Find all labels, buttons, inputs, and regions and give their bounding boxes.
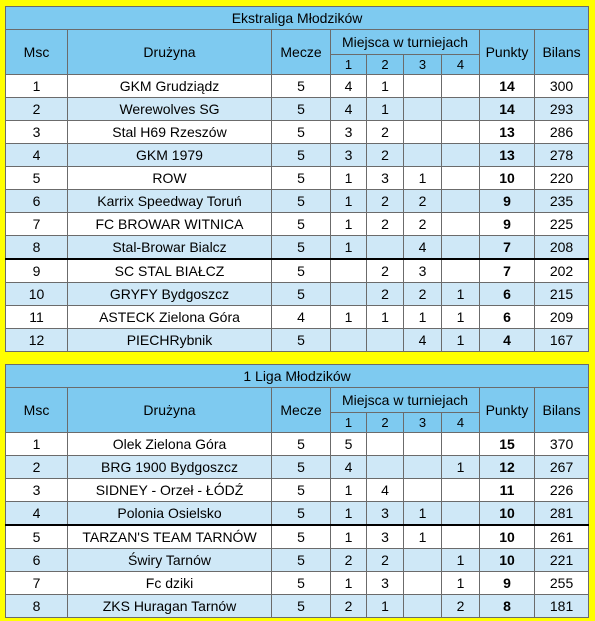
cell-place-1: 1	[331, 167, 367, 190]
cell-place-2: 2	[367, 144, 404, 167]
cell-team: ZKS Huragan Tarnów	[68, 595, 272, 618]
cell-points: 7	[480, 236, 535, 260]
cell-points: 9	[480, 190, 535, 213]
cell-place-1	[331, 259, 367, 283]
cell-points: 10	[480, 525, 535, 549]
cell-balance: 261	[535, 525, 589, 549]
cell-msc: 5	[6, 525, 68, 549]
cell-place-1: 2	[331, 595, 367, 618]
cell-balance: 221	[535, 549, 589, 572]
cell-points: 7	[480, 259, 535, 283]
cell-msc: 6	[6, 190, 68, 213]
cell-points: 15	[480, 433, 535, 456]
header-balance: Bilans	[535, 388, 589, 433]
cell-points: 14	[480, 75, 535, 98]
header-place-2: 2	[367, 413, 404, 433]
cell-balance: 278	[535, 144, 589, 167]
cell-place-4	[442, 479, 480, 502]
header-team: Drużyna	[68, 388, 272, 433]
header-msc: Msc	[6, 30, 68, 75]
cell-place-2: 4	[367, 479, 404, 502]
header-balance: Bilans	[535, 30, 589, 75]
cell-team: TARZAN'S TEAM TARNÓW	[68, 525, 272, 549]
cell-matches: 5	[272, 525, 331, 549]
cell-place-4	[442, 190, 480, 213]
cell-matches: 5	[272, 329, 331, 352]
cell-place-2	[367, 236, 404, 260]
header-place-3: 3	[404, 55, 442, 75]
cell-team: Werewolves SG	[68, 98, 272, 121]
table-row	[6, 595, 589, 618]
cell-points: 6	[480, 283, 535, 306]
cell-place-4	[442, 525, 480, 549]
cell-balance: 167	[535, 329, 589, 352]
cell-msc: 2	[6, 456, 68, 479]
cell-place-3: 4	[404, 236, 442, 260]
cell-balance: 208	[535, 236, 589, 260]
table-row	[6, 502, 589, 526]
cell-place-4	[442, 502, 480, 526]
header-team: Drużyna	[68, 30, 272, 75]
header-place-4: 4	[442, 55, 480, 75]
cell-msc: 3	[6, 121, 68, 144]
cell-balance: 235	[535, 190, 589, 213]
cell-place-2: 2	[367, 213, 404, 236]
cell-points: 6	[480, 306, 535, 329]
cell-team: SC STAL BIAŁCZ	[68, 259, 272, 283]
cell-balance: 267	[535, 456, 589, 479]
table-row	[6, 259, 589, 283]
cell-msc: 4	[6, 502, 68, 526]
cell-points: 13	[480, 121, 535, 144]
liga1-standings-panel	[5, 364, 588, 618]
cell-matches: 5	[272, 213, 331, 236]
cell-place-1: 1	[331, 502, 367, 526]
cell-place-3: 2	[404, 190, 442, 213]
cell-msc: 4	[6, 144, 68, 167]
cell-place-2: 2	[367, 259, 404, 283]
cell-team: SIDNEY - Orzeł - ŁÓDŹ	[68, 479, 272, 502]
cell-place-2: 3	[367, 525, 404, 549]
cell-matches: 5	[272, 259, 331, 283]
cell-msc: 8	[6, 236, 68, 260]
cell-points: 8	[480, 595, 535, 618]
cell-place-2: 2	[367, 283, 404, 306]
cell-team: Fc dziki	[68, 572, 272, 595]
cell-points: 13	[480, 144, 535, 167]
cell-points: 10	[480, 167, 535, 190]
cell-points: 11	[480, 479, 535, 502]
cell-place-3	[404, 433, 442, 456]
cell-balance: 215	[535, 283, 589, 306]
cell-place-1: 3	[331, 121, 367, 144]
cell-matches: 5	[272, 121, 331, 144]
table-row	[6, 236, 589, 260]
header-points: Punkty	[480, 388, 535, 433]
cell-place-3: 1	[404, 502, 442, 526]
cell-place-1: 1	[331, 479, 367, 502]
cell-team: Polonia Osielsko	[68, 502, 272, 526]
cell-place-2: 2	[367, 121, 404, 144]
cell-msc: 6	[6, 549, 68, 572]
cell-place-4	[442, 144, 480, 167]
cell-place-3	[404, 456, 442, 479]
cell-place-1: 3	[331, 144, 367, 167]
cell-place-4	[442, 236, 480, 260]
cell-team: BRG 1900 Bydgoszcz	[68, 456, 272, 479]
cell-place-1: 4	[331, 98, 367, 121]
cell-balance: 255	[535, 572, 589, 595]
cell-place-2: 1	[367, 75, 404, 98]
header-place-2: 2	[367, 55, 404, 75]
cell-place-1: 1	[331, 236, 367, 260]
cell-team: PIECHRybnik	[68, 329, 272, 352]
cell-matches: 5	[272, 456, 331, 479]
cell-place-3: 1	[404, 167, 442, 190]
cell-team: GKM Grudziądz	[68, 75, 272, 98]
cell-place-2: 1	[367, 98, 404, 121]
cell-msc: 11	[6, 306, 68, 329]
cell-balance: 370	[535, 433, 589, 456]
cell-points: 4	[480, 329, 535, 352]
cell-balance: 226	[535, 479, 589, 502]
cell-msc: 8	[6, 595, 68, 618]
cell-place-4	[442, 213, 480, 236]
cell-place-3: 1	[404, 306, 442, 329]
cell-place-4: 1	[442, 283, 480, 306]
cell-msc: 1	[6, 433, 68, 456]
header-place-3: 3	[404, 413, 442, 433]
cell-team: Stal-Browar Bialcz	[68, 236, 272, 260]
cell-matches: 5	[272, 98, 331, 121]
table-row	[6, 167, 589, 190]
cell-msc: 1	[6, 75, 68, 98]
cell-matches: 5	[272, 236, 331, 260]
cell-points: 12	[480, 456, 535, 479]
cell-place-2: 3	[367, 572, 404, 595]
header-matches: Mecze	[272, 388, 331, 433]
cell-place-3: 3	[404, 259, 442, 283]
cell-place-4	[442, 98, 480, 121]
table-row	[6, 213, 589, 236]
cell-team: GRYFY Bydgoszcz	[68, 283, 272, 306]
cell-matches: 5	[272, 549, 331, 572]
cell-msc: 5	[6, 167, 68, 190]
cell-place-3	[404, 144, 442, 167]
cell-place-1	[331, 283, 367, 306]
cell-place-2: 1	[367, 306, 404, 329]
cell-balance: 293	[535, 98, 589, 121]
table-row	[6, 479, 589, 502]
header-place-1: 1	[331, 413, 367, 433]
cell-msc: 10	[6, 283, 68, 306]
cell-place-4: 1	[442, 456, 480, 479]
cell-place-3	[404, 121, 442, 144]
cell-team: FC BROWAR WITNICA	[68, 213, 272, 236]
cell-matches: 5	[272, 433, 331, 456]
cell-place-3: 2	[404, 283, 442, 306]
cell-balance: 300	[535, 75, 589, 98]
cell-place-3	[404, 549, 442, 572]
header-points: Punkty	[480, 30, 535, 75]
table-row	[6, 549, 589, 572]
cell-place-4	[442, 167, 480, 190]
cell-place-1: 1	[331, 525, 367, 549]
header-places: Miejsca w turniejach	[331, 30, 480, 55]
cell-place-2: 2	[367, 549, 404, 572]
cell-points: 10	[480, 502, 535, 526]
table-row	[6, 98, 589, 121]
cell-msc: 12	[6, 329, 68, 352]
cell-place-4	[442, 121, 480, 144]
cell-place-2	[367, 456, 404, 479]
ekstraliga-standings-panel	[5, 6, 588, 352]
table-row	[6, 121, 589, 144]
cell-msc: 7	[6, 213, 68, 236]
table-row	[6, 190, 589, 213]
cell-points: 9	[480, 213, 535, 236]
cell-msc: 7	[6, 572, 68, 595]
cell-place-2: 1	[367, 595, 404, 618]
cell-place-2	[367, 329, 404, 352]
table-title: 1 Liga Młodzików	[6, 365, 589, 388]
cell-team: Stal H69 Rzeszów	[68, 121, 272, 144]
cell-matches: 5	[272, 479, 331, 502]
cell-place-1: 1	[331, 190, 367, 213]
cell-balance: 220	[535, 167, 589, 190]
cell-place-1: 5	[331, 433, 367, 456]
liga1-standings-table	[5, 364, 589, 618]
cell-matches: 5	[272, 167, 331, 190]
cell-place-4	[442, 433, 480, 456]
cell-matches: 5	[272, 190, 331, 213]
cell-place-3	[404, 479, 442, 502]
cell-place-3: 2	[404, 213, 442, 236]
cell-place-4: 2	[442, 595, 480, 618]
cell-msc: 2	[6, 98, 68, 121]
cell-place-2	[367, 433, 404, 456]
cell-team: ASTECK Zielona Góra	[68, 306, 272, 329]
cell-place-1: 4	[331, 456, 367, 479]
cell-place-4: 1	[442, 306, 480, 329]
cell-place-1	[331, 329, 367, 352]
cell-place-1: 1	[331, 572, 367, 595]
cell-place-3	[404, 572, 442, 595]
cell-place-3	[404, 595, 442, 618]
table-row	[6, 75, 589, 98]
cell-matches: 5	[272, 572, 331, 595]
cell-balance: 181	[535, 595, 589, 618]
table-row	[6, 525, 589, 549]
cell-place-3	[404, 98, 442, 121]
cell-matches: 5	[272, 144, 331, 167]
cell-team: GKM 1979	[68, 144, 272, 167]
cell-matches: 5	[272, 283, 331, 306]
header-matches: Mecze	[272, 30, 331, 75]
table-row	[6, 283, 589, 306]
table-row	[6, 433, 589, 456]
header-msc: Msc	[6, 388, 68, 433]
cell-team: Świry Tarnów	[68, 549, 272, 572]
table-row	[6, 329, 589, 352]
cell-points: 9	[480, 572, 535, 595]
cell-place-4: 1	[442, 329, 480, 352]
cell-team: ROW	[68, 167, 272, 190]
ekstraliga-standings-table	[5, 6, 589, 352]
cell-place-1: 2	[331, 549, 367, 572]
cell-place-4: 1	[442, 572, 480, 595]
cell-place-1: 1	[331, 213, 367, 236]
cell-place-2: 3	[367, 502, 404, 526]
cell-place-2: 3	[367, 167, 404, 190]
cell-team: Karrix Speedway Toruń	[68, 190, 272, 213]
cell-matches: 4	[272, 306, 331, 329]
table-row	[6, 144, 589, 167]
cell-balance: 209	[535, 306, 589, 329]
cell-points: 14	[480, 98, 535, 121]
cell-place-4	[442, 75, 480, 98]
cell-points: 10	[480, 549, 535, 572]
table-title: Ekstraliga Młodzików	[6, 7, 589, 30]
cell-matches: 5	[272, 75, 331, 98]
cell-msc: 3	[6, 479, 68, 502]
cell-place-1: 4	[331, 75, 367, 98]
table-row	[6, 456, 589, 479]
header-place-1: 1	[331, 55, 367, 75]
cell-place-3: 4	[404, 329, 442, 352]
cell-place-3	[404, 75, 442, 98]
cell-matches: 5	[272, 595, 331, 618]
header-place-4: 4	[442, 413, 480, 433]
cell-balance: 202	[535, 259, 589, 283]
cell-place-4	[442, 259, 480, 283]
table-row	[6, 306, 589, 329]
cell-balance: 286	[535, 121, 589, 144]
table-row	[6, 572, 589, 595]
cell-balance: 225	[535, 213, 589, 236]
cell-place-4: 1	[442, 549, 480, 572]
cell-place-3: 1	[404, 525, 442, 549]
cell-balance: 281	[535, 502, 589, 526]
header-places: Miejsca w turniejach	[331, 388, 480, 413]
cell-matches: 5	[272, 502, 331, 526]
cell-place-1: 1	[331, 306, 367, 329]
cell-msc: 9	[6, 259, 68, 283]
cell-team: Olek Zielona Góra	[68, 433, 272, 456]
cell-place-2: 2	[367, 190, 404, 213]
